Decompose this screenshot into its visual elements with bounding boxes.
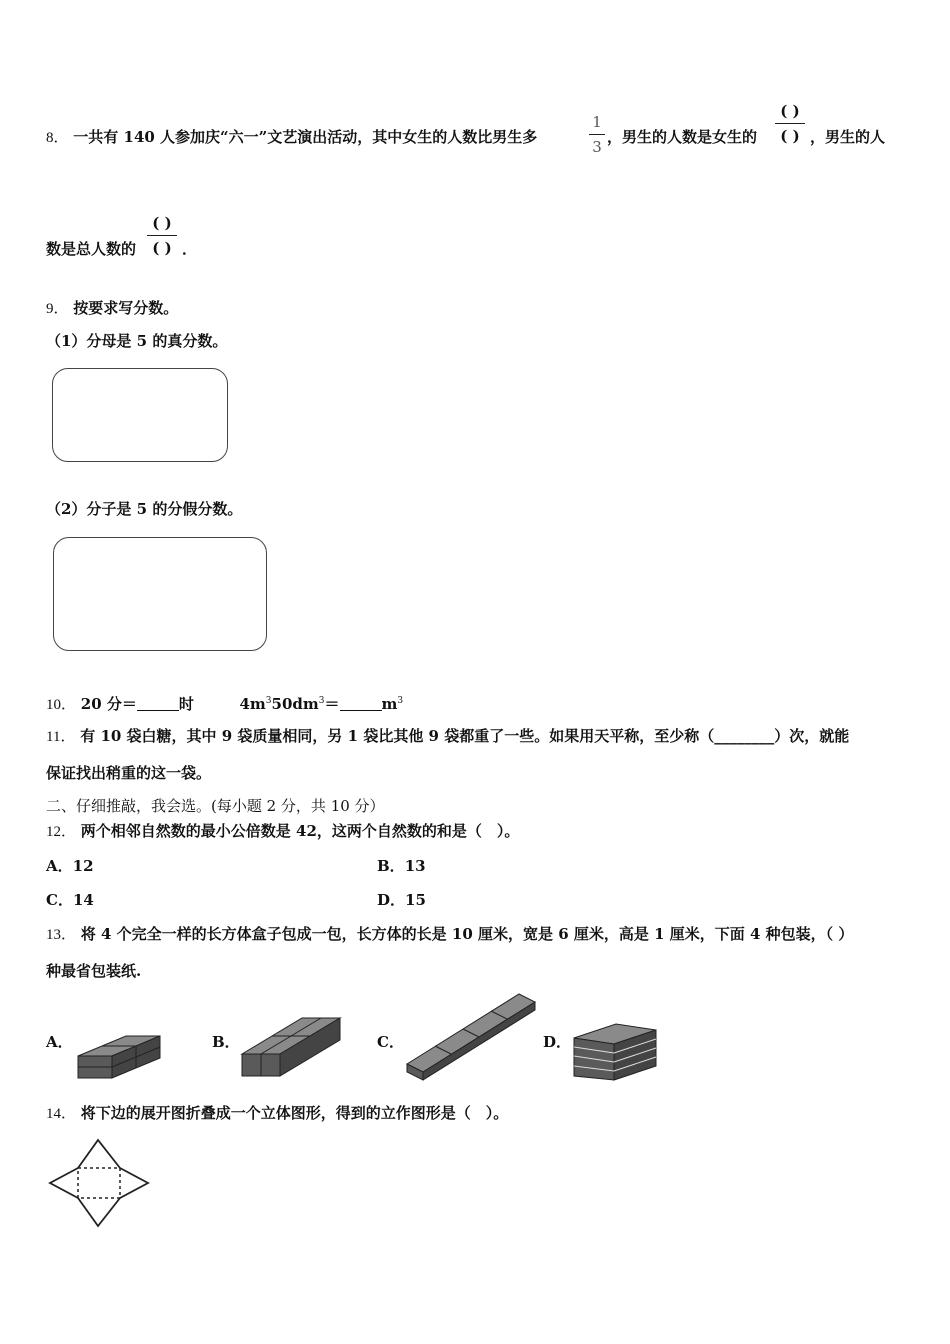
q13-line1 xyxy=(46,924,853,945)
q10-sup2: 3 xyxy=(318,696,325,706)
q11-text-line2: 保证找出稍重的这一袋。 xyxy=(46,764,212,782)
q10-number: 10． xyxy=(46,697,77,713)
q14-line xyxy=(46,1103,508,1124)
q12-option-d[interactable] xyxy=(377,890,426,910)
q10-part4: 50dm xyxy=(271,695,319,713)
q8-blank2-denominator[interactable]: ( ) xyxy=(152,239,172,257)
q8-frac-numerator: 1 xyxy=(592,113,602,131)
q13-option-b-label[interactable]: B． xyxy=(212,1033,240,1051)
q13-option-c-label[interactable]: C． xyxy=(377,1033,404,1051)
q12-option-a-value: 12 xyxy=(72,857,94,875)
q8-blank-fraction-2[interactable] xyxy=(147,213,177,258)
q12-option-c-value: 14 xyxy=(72,891,94,909)
q12-option-d-label: D． xyxy=(377,891,406,909)
q12-option-b[interactable] xyxy=(377,856,426,876)
q9-title: 按要求写分数。 xyxy=(73,299,179,317)
q12-option-d-value: 15 xyxy=(405,891,426,909)
q10-part3: 4m xyxy=(239,695,266,713)
q8-text-part3: ，男生的人 xyxy=(810,128,886,146)
q8-line1 xyxy=(46,127,537,148)
q8-fraction-one-third xyxy=(589,112,605,157)
q8-text-part2: ，男生的人数是女生的 xyxy=(607,128,758,146)
q12-option-a[interactable] xyxy=(46,856,94,876)
q8-text-part1: 一共有 140 人参加庆“六一”文艺演出活动，其中女生的人数比男生多 xyxy=(73,128,538,146)
q10-line xyxy=(46,691,403,715)
q8-number: 8． xyxy=(46,130,69,146)
q14-net-diagram xyxy=(48,1138,152,1230)
q9-answer-box-2[interactable] xyxy=(53,537,267,651)
q12-option-c[interactable] xyxy=(46,890,94,910)
q8-blank-denominator[interactable]: ( ) xyxy=(780,127,800,145)
q8-frac-denominator: 3 xyxy=(592,138,602,156)
q10-part5: ＝ xyxy=(324,695,340,713)
q12-option-b-value: 13 xyxy=(404,857,426,875)
q13-option-a-image[interactable] xyxy=(76,1016,166,1084)
q13-option-c-image[interactable] xyxy=(405,990,539,1084)
q10-blank-2[interactable] xyxy=(340,696,382,711)
q12-number: 12． xyxy=(46,824,77,840)
q13-text-line1: 将 4 个完全一样的长方体盒子包成一包，长方体的长是 10 厘米，宽是 6 厘米，高是 1 厘米，下面 4 种包装，（ ） xyxy=(80,925,854,943)
q9-answer-box-1[interactable] xyxy=(52,368,228,462)
q8-blank2-numerator[interactable]: ( ) xyxy=(152,214,172,232)
q13-option-a-label[interactable]: A． xyxy=(46,1033,73,1051)
q13-text-line2: 种最省包装纸. xyxy=(46,962,142,980)
q10-part1: 20 分＝ xyxy=(80,695,137,713)
q9-line xyxy=(46,298,178,319)
q11-number: 11． xyxy=(46,729,76,745)
q12-text: 两个相邻自然数的最小公倍数是 42，这两个自然数的和是（ ）。 xyxy=(80,822,520,840)
q8-text-part4: 数是总人数的 xyxy=(46,240,137,258)
q13-number: 13． xyxy=(46,927,77,943)
q9-sub1: （1）分母是 5 的真分数。 xyxy=(46,332,228,350)
q12-option-b-label: B． xyxy=(377,857,405,875)
q10-blank-1[interactable] xyxy=(137,696,179,711)
q10-sup3: 3 xyxy=(397,696,404,706)
q12-option-a-label: A． xyxy=(46,857,73,875)
q12-option-c-label: C． xyxy=(46,891,73,909)
q9-sub2: （2）分子是 5 的分假分数。 xyxy=(46,500,243,518)
section2-title: 二、仔细推敲，我会选。(每小题 2 分，共 10 分） xyxy=(46,797,385,815)
q8-text-part5: ． xyxy=(182,240,198,258)
q14-text: 将下边的展开图折叠成一个立体图形，得到的立作图形是（ ）。 xyxy=(80,1104,509,1122)
q9-number: 9． xyxy=(46,301,69,317)
q13-option-b-image[interactable] xyxy=(240,1016,344,1084)
q10-part2: 时 xyxy=(178,695,194,713)
q11-line1 xyxy=(46,726,849,747)
q13-option-d-label[interactable]: D． xyxy=(543,1033,572,1051)
q14-number: 14． xyxy=(46,1106,77,1122)
q10-sup1: 3 xyxy=(265,696,272,706)
q13-option-d-image[interactable] xyxy=(570,1020,662,1084)
q11-text-line1: 有 10 袋白糖，其中 9 袋质量相同，另 1 袋比其他 9 袋都重了一些。如果用天平称，至少称（________）次，就能 xyxy=(80,727,850,745)
q10-part6: m xyxy=(381,695,398,713)
q12-line xyxy=(46,821,519,842)
q8-blank-fraction-1[interactable] xyxy=(775,101,805,146)
q8-blank-numerator[interactable]: ( ) xyxy=(780,102,800,120)
